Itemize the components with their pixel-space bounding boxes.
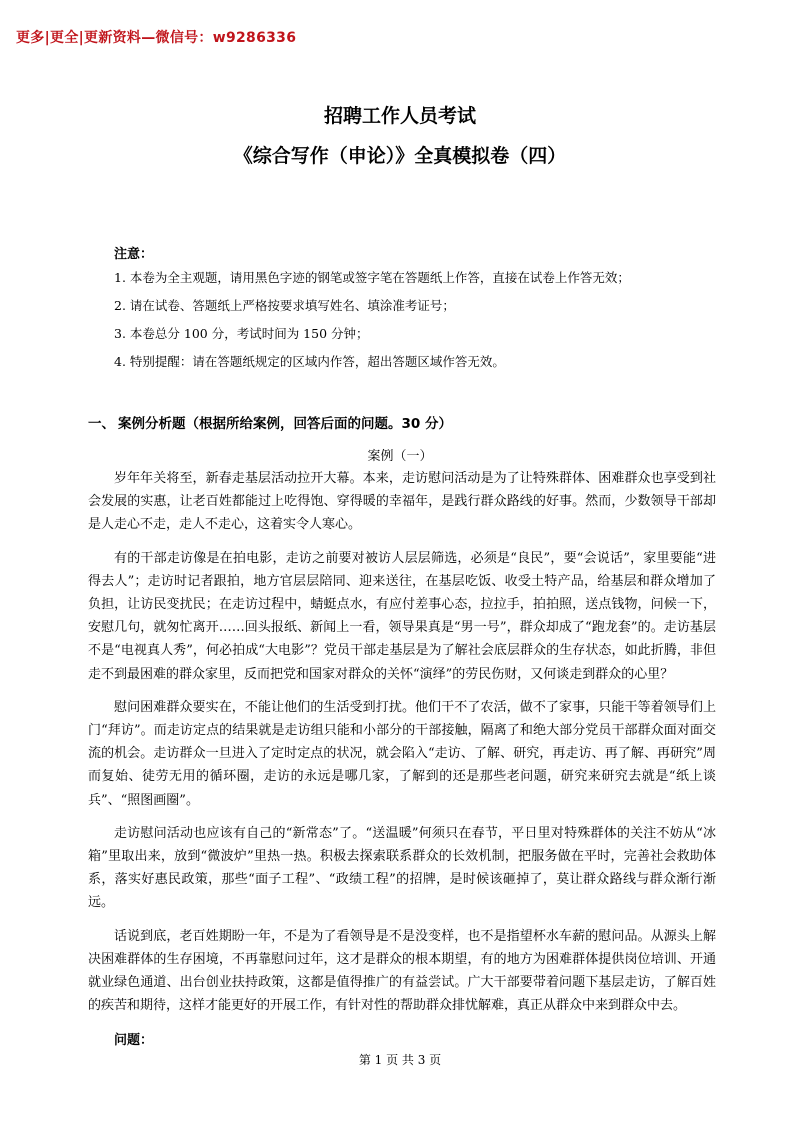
section-heading bbox=[88, 412, 452, 432]
case-paragraph: 走访慰问活动也应该有自己的“新常态”了。“送温暖”何须只在春节，平日里对特殊群体的关注不妨从“冰箱”里取出来，放到“微波炉”里热一热。积极去探索联系群众的长效机制，把服务做在平时，完善社会救助体系，落实好惠民政策，那些“面子工程”、“政绩工程”的招牌，是时候该砸掉了，莫让群众路线与群众渐行渐远。 bbox=[88, 825, 716, 911]
section-number: 一、 bbox=[88, 416, 115, 432]
exam-subtitle: 《综合写作（申论）》全真模拟卷（四） bbox=[233, 145, 567, 167]
case-paragraph: 话说到底，老百姓期盼一年，不是为了看领导是不是没变样，也不是指望杯水车薪的慰问品。从源头上解决困难群体的生存困境，不再靠慰问过年，这才是群众的根本期望，有的地方为困难群体提供岗位培训、开通就业绿色通道、出台创业扶持政策，这都是值得推广的有益尝试。广大干部要带着问题下基层走访，了解百姓的疾苦和期待，这样才能更好的开展工作，有针对性的帮助群众排忧解难，真正从群众中来到群众中去。 bbox=[88, 928, 716, 1014]
exam-title: 招聘工作人员考试 bbox=[323, 105, 476, 127]
notice-item: 3. 本卷总分 100 分，考试时间为 150 分钟； bbox=[114, 326, 369, 341]
case-paragraph: 有的干部走访像是在拍电影，走访之前要对被访人层层筛选，必须是“良民”，要“会说话”，家里要能“进得去人”；走访时记者跟拍，地方官层层陪同、迎来送往，在基层吃饭、收受土特产品，给基层和群众增加了负担，让访民变扰民；在走访过程中，蜻蜓点水，有应付差事心态，拉拉手，拍拍照，送点钱物，问候一下，安慰几句，就匆忙离开……回头报纸、新闻上一看，领导果真是“男一号”，群众却成了“跑龙套”的。走访基层不是“电视真人秀”，何必拍成“大电影”？党员干部走基层是为了解社会底层群众的生存状态，如此折腾，非但走不到最困难的群众家里，反而把党和国家对群众的关怀“演绎”的劳民伤财，又何谈走到群众的心里？ bbox=[88, 550, 716, 682]
page-footer: 第 1 页 共 3 页 bbox=[358, 1053, 442, 1067]
case-body bbox=[88, 467, 716, 1027]
case-paragraph: 慰问困难群众要实在，不能让他们的生活受到打扰。他们干不了农活，做不了家事，只能干等着领导们上门“拜访”。而走访定点的结果就是走访组只能和小部分的干部接触，隔离了和绝大部分党员干部群众面对面交流的机会。走访群众一旦进入了定时定点的状况，就会陷入“走访、了解、研究，再走访、再了解、再研究”周而复始、徒劳无用的循环圈，走访的永远是哪几家，了解到的还是那些老问题，研究来研究去就是“纸上谈兵”、“照图画圈”。 bbox=[88, 699, 716, 808]
case-paragraph: 岁年年关将至，新春走基层活动拉开大幕。本来，走访慰问活动是为了让特殊群体、困难群众也享受到社会发展的实惠，让老百姓都能过上吃得饱、穿得暖的幸福年，是践行群众路线的好事。然而，少数领导干部却是人走心不走，走人不走心，这着实令人寒心。 bbox=[88, 471, 716, 533]
section-title: 案例分析题（根据所给案例，回答后面的问题。30 分） bbox=[118, 416, 452, 432]
notice-heading: 注意： bbox=[114, 247, 154, 262]
notice-item: 2. 请在试卷、答题纸上严格按要求填写姓名、填涂准考证号； bbox=[114, 298, 455, 313]
notice-item: 1. 本卷为全主观题，请用黑色字迹的钢笔或签字笔在答题纸上作答，直接在试卷上作答无效； bbox=[114, 270, 630, 285]
notice-item: 4. 特别提醒：请在答题纸规定的区域内作答，超出答题区域作答无效。 bbox=[114, 354, 505, 369]
notice-block bbox=[114, 243, 714, 382]
question-label: 问题： bbox=[114, 1033, 154, 1048]
case-title: 案例（一） bbox=[367, 449, 433, 464]
watermark-banner: 更多|更全|更新资料—微信号：w9286336 bbox=[16, 30, 297, 46]
